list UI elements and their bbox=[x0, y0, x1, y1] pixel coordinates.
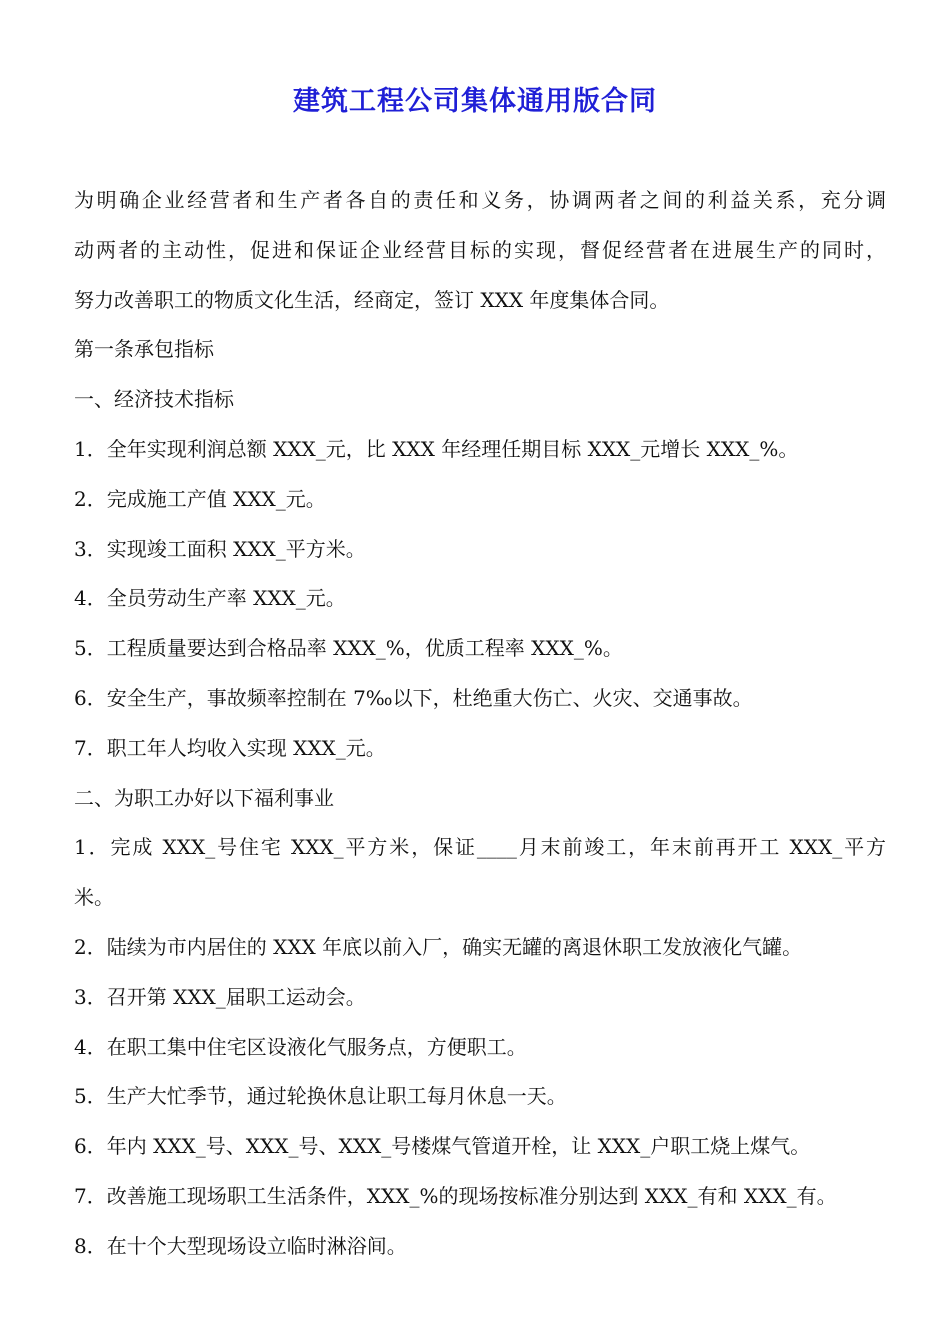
list-item: 5．生产大忙季节，通过轮换休息让职工每月休息一天。 bbox=[74, 1084, 567, 1109]
list-item: 6．安全生产，事故频率控制在 7‰以下，杜绝重大伤亡、火灾、交通事故。 bbox=[74, 685, 753, 710]
list-item: 6．年内 XXX_号、XXX_号、XXX_号楼煤气管道开栓，让 XXX_户职工烧上煤气。 bbox=[74, 1134, 811, 1159]
section-heading-welfare: 二、为职工办好以下福利事业 bbox=[74, 785, 334, 810]
document-title: 建筑工程公司集体通用版合同 bbox=[293, 86, 657, 117]
list-item: 1．完成 XXX_号住宅 XXX_平方米，保证____月末前竣工，年末前再开工 XXX_平方 bbox=[74, 835, 886, 860]
list-item: 7．改善施工现场职工生活条件，XXX_%的现场按标准分别达到 XXX_有和 XXX_有。 bbox=[74, 1183, 837, 1208]
list-item: 1．全年实现利润总额 XXX_元，比 XXX 年经理任期目标 XXX_元增长 XXX_%。 bbox=[74, 436, 799, 461]
list-item: 5．工程质量要达到合格品率 XXX_%，优质工程率 XXX_%。 bbox=[74, 636, 623, 661]
article-heading: 第一条承包指标 bbox=[74, 337, 214, 362]
intro-paragraph-line-1: 为明确企业经营者和生产者各自的责任和义务，协调两者之间的利益关系，充分调 bbox=[74, 188, 886, 212]
list-item: 4．在职工集中住宅区设液化气服务点，方便职工。 bbox=[74, 1034, 527, 1059]
section-heading-economic: 一、经济技术指标 bbox=[74, 387, 234, 412]
list-item: 4．全员劳动生产率 XXX_元。 bbox=[74, 586, 346, 611]
list-item: 7．职工年人均收入实现 XXX_元。 bbox=[74, 735, 386, 760]
list-item: 2．陆续为市内居住的 XXX 年底以前入厂，确实无罐的离退休职工发放液化气罐。 bbox=[74, 934, 803, 959]
intro-paragraph-line-2: 动两者的主动性，促进和保证企业经营目标的实现，督促经营者在进展生产的同时， bbox=[74, 237, 886, 262]
list-item: 3．实现竣工面积 XXX_平方米。 bbox=[74, 536, 366, 561]
list-item: 2．完成施工产值 XXX_元。 bbox=[74, 486, 326, 511]
list-item: 3．召开第 XXX_届职工运动会。 bbox=[74, 984, 366, 1009]
intro-paragraph-line-3: 努力改善职工的物质文化生活，经商定，签订 XXX 年度集体合同。 bbox=[74, 287, 670, 312]
list-item: 8．在十个大型现场设立临时淋浴间。 bbox=[74, 1233, 407, 1258]
list-item-continuation: 米。 bbox=[74, 885, 114, 910]
document-body bbox=[74, 176, 886, 1272]
